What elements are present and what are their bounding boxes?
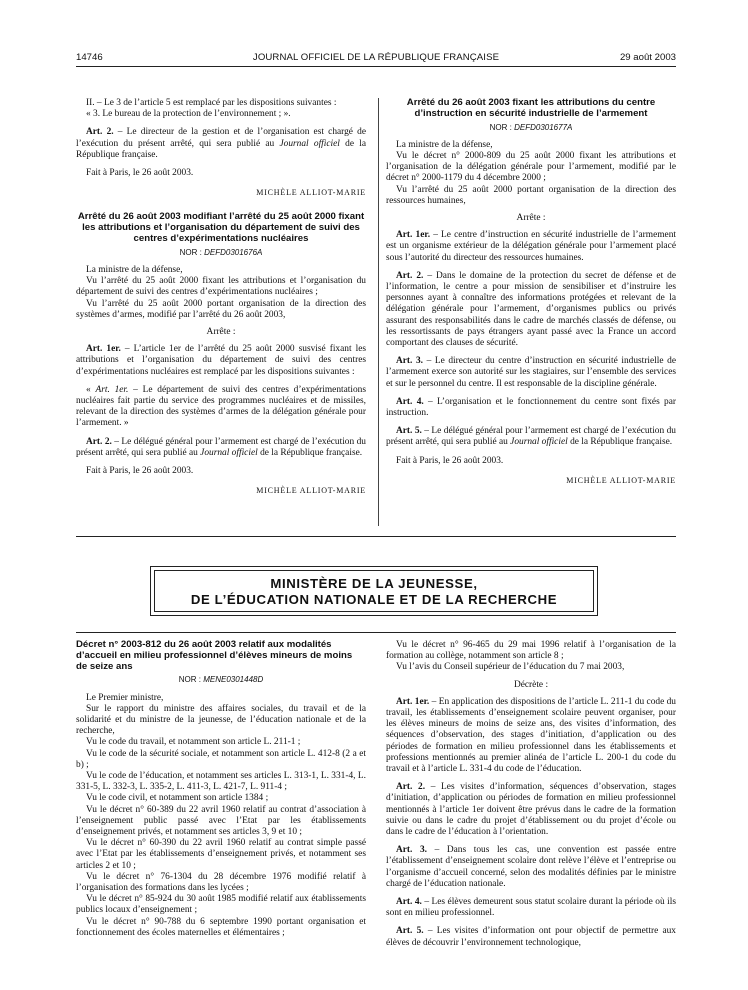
page-header — [76, 52, 676, 67]
nor-label: NOR : — [178, 675, 204, 685]
paragraph: Vu l’arrêté du 25 août 2000 portant organisation de la direction des ressources humaines, — [386, 184, 676, 206]
column-right-bottom — [386, 640, 676, 949]
paragraph: Vu le code du travail, et notamment son article L. 211-1 ; — [86, 737, 301, 748]
paragraph: Vu le décret n° 90-788 du 6 septembre 1990 portant organisation et fonctionnement des écoles maternelles et élémentaires ; — [76, 916, 366, 938]
article-label: Art. 2. — [396, 782, 426, 793]
article-text: – Dans le domaine de la protection du secret de défense et de l’information, le centre a pour mission de sensibiliser et d’instruire les personnes ayant à connaître des informations protégées et relevant de la délégation générale pour l’armement, d’organismes publics ou privés assurant des responsabilités dans le cadre de marchés classés de défense, ou les ressortissants de pays étrangers ayant passé avec la France un accord comportant des clauses de sécurité. — [386, 270, 676, 349]
article-paragraph — [76, 437, 366, 459]
column-left-top — [76, 98, 366, 496]
paragraph: Vu le décret n° 60-389 du 22 avril 1960 relatif au contrat d’association à l’enseignement public passé avec l’Etat par les établissements d’enseignement privés, et notamment ses articles 3, 9 et 10 ; — [76, 804, 366, 838]
paragraph: Vu l’arrêté du 25 août 2000 portant organisation de la direction des systèmes d’armes, modifié par l’arrêté du 26 août 2003, — [76, 298, 366, 320]
article-text: – Dans tous les cas, une convention est passée entre l’établissement d’enseignement scolaire dont relève l’élève et l’entreprise ou l’organisme d’accueil concerné, selon des modalités définies par le ministre chargé de l’éducation nationale. — [386, 845, 676, 889]
article-label: Art. 2. — [86, 436, 112, 447]
paragraph: II. – Le 3 de l’article 5 est remplacé par les dispositions suivantes : — [86, 98, 337, 108]
article-text: – Le délégué général pour l’armement est chargé de l’exécution du présent arrêté, qui sera publié au — [386, 426, 676, 448]
journal-ref: Journal officiel — [200, 447, 258, 458]
decree-title: Décret n° 2003-812 du 26 août 2003 relatif aux modalités d’accueil en milieu professionnel d’élèves mineurs de moins de seize ans — [76, 639, 353, 672]
article-paragraph — [76, 385, 366, 430]
page-number: 14746 — [76, 52, 103, 63]
paragraph: Vu l’avis du Conseil supérieur de l’éducation du 7 mai 2003, — [396, 662, 625, 673]
enacting-clause: Décrète : — [513, 679, 549, 690]
article-text: – Les élèves demeurent sous statut scolaire durant la période où ils sont en milieu professionnel. — [386, 897, 676, 919]
article-label: Art. 1er. — [95, 384, 129, 395]
article-text: – L’article 1er de l’arrêté du 25 août 2000 susvisé fixant les attributions et l’organisation du département de suivi des centres d’expérimentations nucléaires est remplacé par les dispositions suivantes : — [76, 344, 367, 377]
article-text: – Les visites d’information ont pour objectif de permettre aux élèves de découvrir l’environnement technologique, — [386, 926, 676, 948]
article-text: – Le département de suivi des centres d’expérimentations nucléaires fait partie du service des programmes nucléaires et de missiles, relevant de la direction des systèmes d’armes de la délégation générale pour l’armement. » — [76, 384, 367, 429]
article-text: de la République française. — [567, 437, 673, 448]
paragraph: Sur le rapport du ministre des affaires sociales, du travail et de la solidarité et du ministre de la jeunesse, de l’éducation nationale et de la recherche, — [76, 703, 366, 737]
article-label: Art. 3. — [396, 845, 428, 856]
article-text: – Le délégué général pour l’armement est chargé de l’exécution du présent arrêté, qui sera publié au — [76, 436, 366, 458]
paragraph: Vu le code de la sécurité sociale, et notamment son article L. 412-8 (2 a et b) ; — [76, 748, 366, 770]
paragraph: La ministre de la défense, — [396, 139, 493, 150]
paragraph: Vu le décret n° 85-924 du 30 août 1985 modifié relatif aux établissements publics locaux d’enseignement ; — [76, 894, 366, 916]
column-left-bottom — [76, 640, 366, 939]
place-date: Fait à Paris, le 26 août 2003. — [396, 455, 504, 466]
article-paragraph — [76, 127, 366, 161]
article-label: Art. 3. — [396, 356, 424, 367]
nor-reference — [386, 122, 676, 133]
article-text: de la République française. — [76, 138, 366, 160]
article-paragraph — [386, 845, 676, 890]
article-paragraph — [386, 426, 676, 448]
article-paragraph — [386, 926, 676, 948]
ministry-line: DE L’ÉDUCATION NATIONALE ET DE LA RECHERCHE — [190, 592, 558, 607]
enacting-clause: Arrête : — [206, 327, 236, 338]
article-paragraph — [386, 697, 676, 775]
section-rule — [76, 632, 676, 633]
column-divider — [378, 98, 379, 526]
article-label: Art. 4. — [396, 897, 422, 908]
article-label: Art. 1er. — [396, 696, 430, 707]
signature: MICHÈLE ALLIOT-MARIE — [256, 486, 366, 496]
place-date: Fait à Paris, le 26 août 2003. — [86, 466, 194, 477]
journal-ref: Journal officiel — [279, 138, 340, 149]
paragraph: La ministre de la défense, — [86, 265, 183, 276]
decree-title: Arrêté du 26 août 2003 fixant les attributions du centre d’instruction en sécurité industrielle de l’armement — [406, 97, 656, 119]
article-paragraph — [386, 230, 676, 264]
nor-reference — [76, 674, 366, 685]
ministry-banner-inner — [154, 570, 594, 612]
journal-title: JOURNAL OFFICIEL DE LA RÉPUBLIQUE FRANÇAISE — [252, 52, 500, 63]
nor-code: DEFD0301676A — [204, 247, 263, 257]
nor-label: NOR : — [179, 247, 205, 257]
decree-title: Arrêté du 26 août 2003 modifiant l’arrêté du 25 août 2000 fixant les attributions et l’organisation du département de suivi des centres d’expérimentations nucléaires — [77, 211, 365, 245]
paragraph: Vu le décret n° 76-1304 du 28 décembre 1976 modifié relatif à l’organisation des formations dans les lycées ; — [76, 871, 366, 894]
article-paragraph — [386, 271, 676, 349]
quote-mark: « — [86, 384, 96, 395]
article-paragraph — [76, 344, 366, 378]
place-date: Fait à Paris, le 26 août 2003. — [86, 168, 194, 179]
article-label: Art. 5. — [396, 426, 422, 437]
paragraph: Vu le décret n° 2000-809 du 25 août 2000 fixant les attributions et l’organisation de la délégation générale pour l’armement, modifié par le décret n° 2000-1179 du 4 décembre 2000 ; — [386, 151, 676, 184]
issue-date: 29 août 2003 — [619, 52, 676, 63]
enacting-clause: Arrête : — [516, 213, 546, 224]
nor-reference — [76, 247, 366, 258]
column-right-top — [386, 98, 676, 486]
article-label: Art. 2. — [396, 270, 424, 281]
paragraph: Vu le code de l’éducation, et notamment ses articles L. 313-1, L. 331-4, L. 331-5, L. 332-3, L. 335-2, L. 411-3, L. 421-7, L. 911-4 ; — [76, 771, 366, 793]
journal-ref: Journal officiel — [510, 437, 568, 448]
nor-label: NOR : — [489, 122, 515, 132]
paragraph: Vu le code civil, et notamment son article 1384 ; — [86, 793, 269, 804]
paragraph: Vu le décret n° 96-465 du 29 mai 1996 relatif à l’organisation de la formation au collège, notamment son article 8 ; — [386, 640, 676, 662]
article-label: Art. 5. — [396, 926, 424, 937]
ministry-banner — [150, 566, 598, 616]
article-label: Art. 2. — [86, 127, 114, 138]
article-paragraph — [386, 397, 676, 419]
article-text: – Le directeur du centre d’instruction en sécurité industrielle de l’armement exerce son autorité sur les stagiaires, sur l’ensemble des services et sur le personnel du centre. Il est responsable de la discipline générale. — [386, 356, 676, 389]
signature: MICHÈLE ALLIOT-MARIE — [256, 188, 366, 198]
signature: MICHÈLE ALLIOT-MARIE — [566, 475, 676, 485]
article-label: Art. 1er. — [396, 230, 431, 241]
article-label: Art. 1er. — [86, 344, 121, 355]
article-text: – L’organisation et le fonctionnement du centre sont fixés par instruction. — [386, 396, 676, 419]
nor-code: DEFD0301677A — [514, 122, 573, 132]
article-text: – Le centre d’instruction en sécurité industrielle de l’armement est un organisme extérieur de la délégation générale pour l’armement placé sous l’autorité du directeur des ressources humaines. — [386, 230, 676, 263]
article-text: – En application des dispositions de l’article L. 211-1 du code du travail, les établissements d’enseignement scolaire peuvent organiser, pour les élèves mineurs de moins de seize ans, des visites d’information, des séquences d’observation, des stages d’initiation, d’application ou des périodes de formation en milieu professionnel dans les établissements et professions mentionnés au premier alinéa de l’article L. 200-1 du code du travail et à l’article L. 331-4 du code de l’éducation. — [386, 696, 676, 775]
article-text: – Le directeur de la gestion et de l’organisation est chargé de l’exécution du présent arrêté, qui sera publié au — [76, 127, 367, 149]
nor-code: MENE0301448D — [203, 675, 264, 685]
article-text: de la République française. — [257, 447, 363, 458]
paragraph: Vu le décret n° 60-390 du 22 avril 1960 relatif au contrat simple passé avec l’Etat par les établissements d’enseignement privés, et notamment ses articles 2 et 10 ; — [76, 838, 366, 871]
article-label: Art. 4. — [396, 396, 424, 407]
paragraph: Le Premier ministre, — [86, 692, 164, 703]
article-paragraph — [386, 356, 676, 390]
article-paragraph — [386, 897, 676, 919]
paragraph: « 3. Le bureau de la protection de l’environnement ; ». — [86, 109, 291, 120]
ministry-line: MINISTÈRE DE LA JEUNESSE, — [270, 576, 478, 591]
section-rule — [76, 536, 676, 537]
article-paragraph — [386, 782, 676, 838]
paragraph: Vu l’arrêté du 25 août 2000 fixant les attributions et l’organisation du département de suivi des centres d’expérimentations nucléaires ; — [76, 276, 366, 298]
article-text: – Les visites d’information, séquences d’observation, stages d’initiation, d’application ou périodes de formation en milieu professionnel mentionnés à l’article 1er doivent être prévus dans le cadre de la formation suivie ou dans le cadre du projet d’établissement ou du projet d’école ou dans le cadre de l’éducation à l’orientation. — [386, 782, 676, 838]
